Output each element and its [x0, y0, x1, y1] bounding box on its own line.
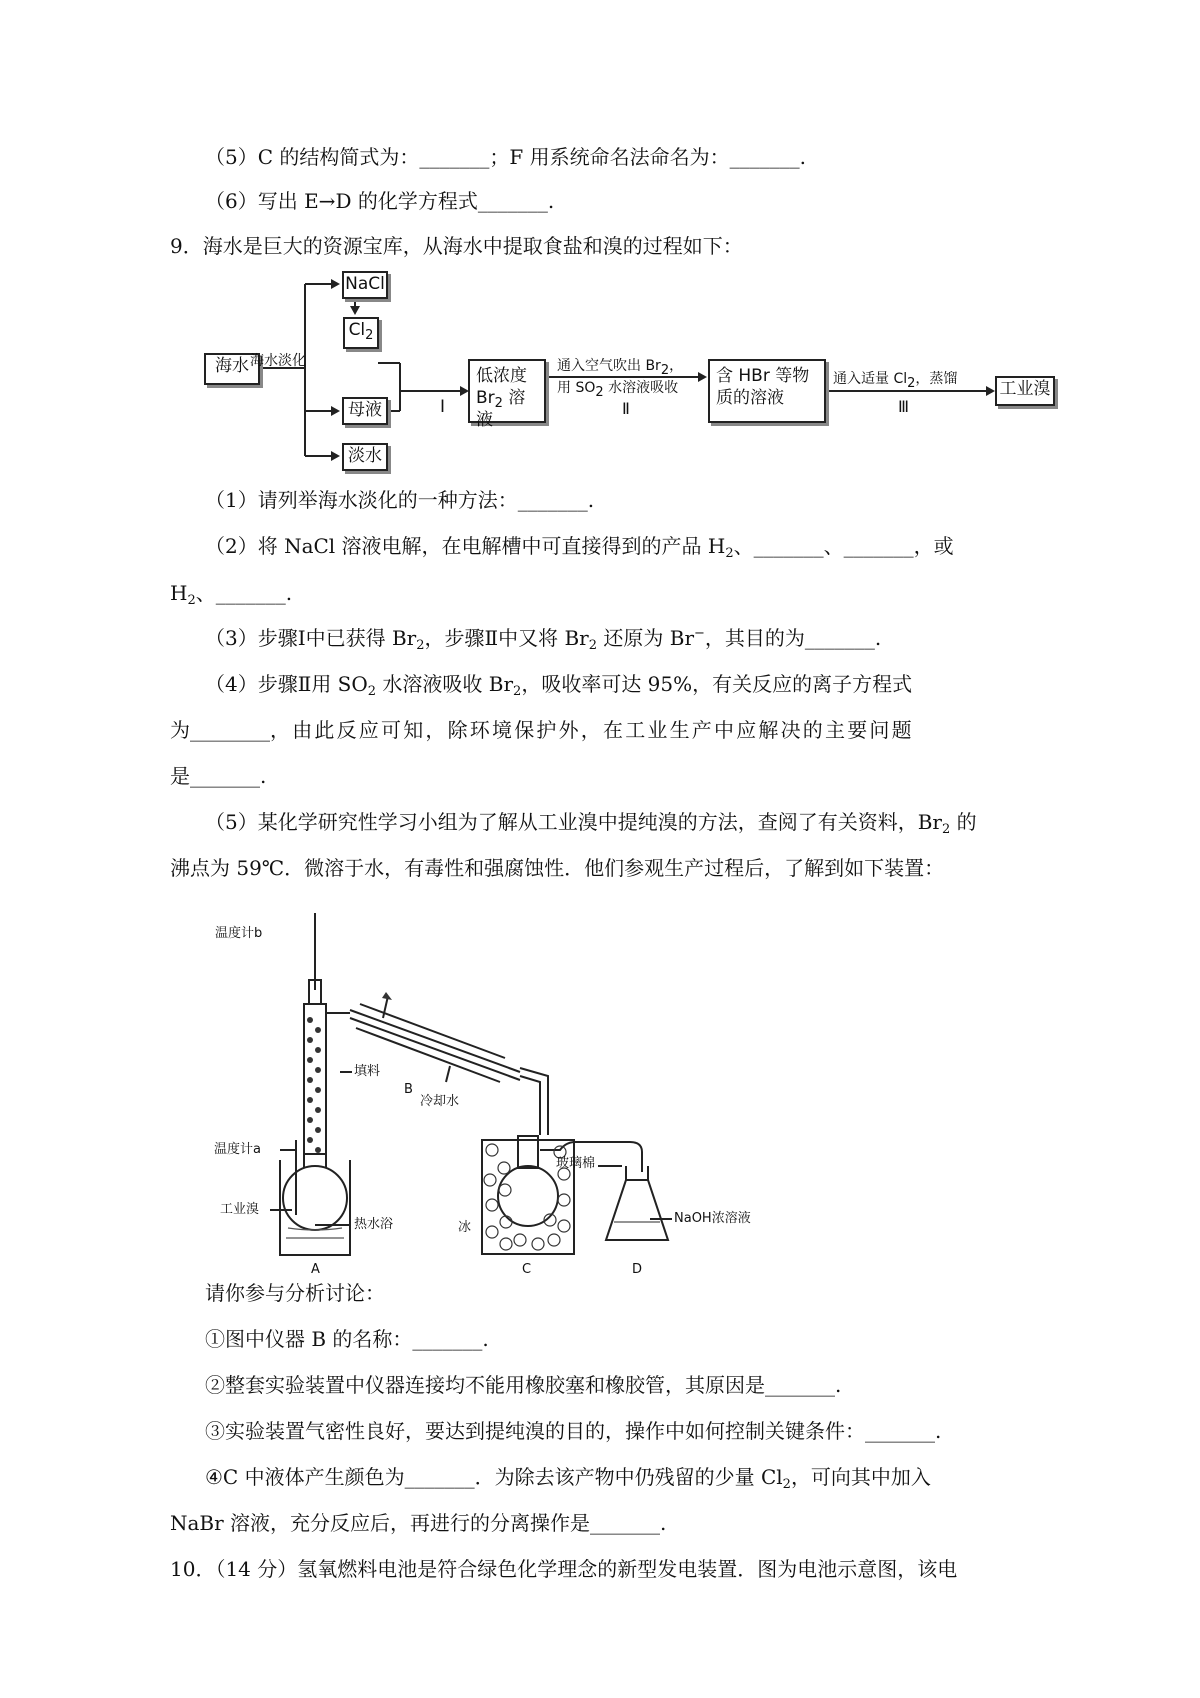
q9-stem: 9．海水是巨大的资源宝库，从海水中提取食盐和溴的过程如下： — [170, 234, 743, 258]
node-label: Cl — [348, 320, 366, 340]
separator: 、 — [195, 581, 216, 605]
q9-sub2-text: H — [170, 581, 188, 605]
q9-sub4-line1: （4）步骤Ⅱ用 $SO_2$ 水溶液吸收 $Br_2$，吸收率可达 95%，有关反应的离子方程式 — [205, 672, 913, 699]
node-label-solution: 溶液 — [476, 388, 526, 430]
node-label: 淡水 — [348, 446, 382, 466]
answer-blank[interactable]: _______ — [404, 1465, 475, 1489]
q9-d3-text: ③实验装置气密性良好，要达到提纯溴的目的，操作中如何控制关键条件： — [205, 1419, 865, 1443]
label-d: D — [632, 1262, 643, 1277]
answer-blank[interactable]: _______ — [765, 1373, 835, 1397]
q10-stem: 10．（14 分）氢氧燃料电池是符合绿色化学理念的新型发电装置．图为电池示意图，该电 — [170, 1557, 958, 1581]
answer-blank[interactable]: _______ — [804, 626, 875, 650]
q9-discuss: 请你参与分析讨论： — [205, 1281, 385, 1305]
period: . — [285, 581, 293, 605]
q9-d4-line2 — [170, 1509, 666, 1537]
period: . — [547, 189, 555, 213]
q8-item5-text: （5）C 的结构简式为： — [205, 145, 420, 169]
q9-d1-text: ①图中仪器 B 的名称： — [205, 1327, 413, 1351]
q9-d4-text: ，可向其中加入 — [790, 1465, 931, 1489]
q9-sub4-text: ，吸收率可达 95%，有关反应的离子方程式 — [521, 672, 913, 696]
flow-label-step3-line1: 通入适量 $Cl_2$，蒸馏 — [833, 371, 958, 391]
flow-label-step2-line1: 通入空气吹出 $Br_2$， — [557, 358, 684, 378]
q9-sub4-text: ，由此反应可知，除环境保护外，在工业生产中应解决的主要问题 — [270, 718, 914, 742]
label-text: 通入适量 Cl — [833, 371, 908, 387]
answer-blank[interactable]: _______ — [477, 189, 548, 213]
q9-sub5-text: 的 — [956, 810, 977, 834]
answer-blank[interactable]: _______ — [412, 1327, 483, 1351]
label-b: B — [404, 1082, 413, 1097]
label-text: 水溶液吸收 — [608, 380, 679, 396]
period: . — [935, 1419, 942, 1443]
label-c: C — [522, 1262, 532, 1277]
answer-blank[interactable]: _______ — [517, 488, 588, 512]
label-a: A — [311, 1262, 320, 1277]
q9-sub2-text: （2）将 NaCl 溶液电解，在电解槽中可直接得到的产品 H — [205, 534, 726, 558]
q9-d2-text: ②整套实验装置中仪器连接均不能用橡胶塞和橡胶管，其原因是 — [205, 1373, 765, 1397]
label-naoh: NaOH浓溶液 — [674, 1211, 751, 1226]
q9-sub3-text: ，其目的为 — [704, 626, 805, 650]
q8-item6-text: （6）写出 E→D 的化学方程式 — [205, 189, 478, 213]
label-packing: 填料 — [354, 1064, 381, 1079]
q9-sub1-text: （1）请列举海水淡化的一种方法： — [205, 488, 518, 512]
node-label: 工业溴 — [999, 379, 1051, 399]
answer-blank[interactable]: _______ — [729, 145, 800, 169]
q8-item5-text-b: ；F 用系统命名法命名为： — [489, 145, 730, 169]
label-text: ，蒸馏 — [915, 371, 958, 387]
label-thermometer-b: 温度计b — [215, 926, 263, 941]
answer-blank[interactable]: _______ — [753, 534, 824, 558]
q9-d3 — [205, 1417, 941, 1445]
answer-blank[interactable]: ________ — [190, 718, 270, 742]
flow-label-step2-line2: 用 $SO_2$ 水溶液吸收 — [557, 380, 679, 400]
line-end: ，或 — [913, 534, 954, 558]
answer-blank[interactable]: _______ — [215, 581, 286, 605]
q9-d4-text: ．为除去该产物中仍残留的少量 Cl — [474, 1465, 783, 1489]
q9-sub5-line1: （5）某化学研究性学习小组为了解从工业溴中提纯溴的方法，查阅了有关资料，$Br_2$ 的 — [205, 810, 977, 837]
period: . — [482, 1327, 489, 1351]
separator: 、 — [733, 534, 754, 558]
node-label-line1: 含 HBr 等物 — [716, 366, 810, 386]
answer-blank[interactable]: _______ — [419, 145, 490, 169]
period: . — [874, 626, 882, 650]
q9-sub4-text: 水溶液吸收 Br — [382, 672, 514, 696]
label-hot-water-bath: 热水浴 — [354, 1217, 394, 1232]
q9-sub5-text: （5）某化学研究性学习小组为了解从工业溴中提纯溴的方法，查阅了有关资料，Br — [205, 810, 942, 834]
label-cooling-water: 冷却水 — [420, 1094, 460, 1109]
label-glass-wool: 玻璃棉 — [556, 1156, 596, 1171]
q9-d2 — [205, 1371, 841, 1399]
step-label-3: Ⅲ — [898, 397, 910, 416]
flask-d — [606, 1180, 668, 1240]
node-label: 海水 — [215, 356, 249, 376]
beaker-a — [280, 1160, 350, 1255]
period: . — [799, 145, 806, 169]
q9-sub2-line2: $H_2$、_______. — [170, 581, 293, 608]
flow-node-low-br2: 低浓度 $Br_2$ 溶液 — [468, 359, 546, 423]
node-label-line2: 质的溶液 — [716, 388, 784, 408]
step-label-2: Ⅱ — [622, 399, 630, 418]
q9-d1 — [205, 1325, 489, 1353]
node-label: NaCl — [345, 274, 385, 294]
label-text: 通入空气吹出 Br — [557, 358, 661, 374]
period: . — [587, 488, 595, 512]
q9-sub3-text: （3）步骤Ⅰ中已获得 Br — [205, 626, 417, 650]
period: . — [260, 764, 267, 788]
node-label-br: Br — [476, 388, 495, 408]
superscript: − — [694, 626, 705, 641]
step-label-1: Ⅰ — [440, 397, 446, 417]
q9-sub4-text: （4）步骤Ⅱ用 SO — [205, 672, 368, 696]
q9-sub3-text: 还原为 Br — [603, 626, 695, 650]
label-text: 用 SO — [557, 380, 596, 396]
period: . — [660, 1511, 667, 1535]
q9-d4-text: NaBr 溶液，充分反应后，再进行的分离操作是 — [170, 1511, 591, 1535]
q9-d4-line1: ④C 中液体产生颜色为_______．为除去该产物中仍残留的少量 $Cl_2$，可向其中加入 — [205, 1465, 931, 1492]
q9-sub5-line2: 沸点为 59℃．微溶于水，有毒性和强腐蚀性．他们参观生产过程后，了解到如下装置： — [170, 856, 945, 880]
label-thermometer-a: 温度计a — [214, 1142, 261, 1157]
answer-blank[interactable]: _______ — [865, 1419, 935, 1443]
separator: 、 — [823, 534, 844, 558]
label-industrial-br: 工业溴 — [220, 1202, 260, 1217]
flow-label-desalination: 海水淡化 — [250, 353, 306, 369]
answer-blank[interactable]: _______ — [843, 534, 914, 558]
flow-node-cl2: $Cl_2$ — [343, 317, 379, 349]
condenser-jacket — [360, 1004, 505, 1058]
q9-sub3: （3）步骤Ⅰ中已获得 $Br_2$，步骤Ⅱ中又将 $Br_2$ 还原为 Br−，其目的为_______. — [205, 626, 882, 653]
q9-d4-text: ④C 中液体产生颜色为 — [205, 1465, 405, 1489]
label-ice: 冰 — [458, 1220, 472, 1235]
answer-blank[interactable]: _______ — [590, 1511, 661, 1535]
condenser-inner — [350, 1010, 520, 1072]
node-label-line1: 低浓度 — [476, 366, 527, 386]
q9-sub4-text: 是 — [170, 764, 190, 788]
period: . — [835, 1373, 842, 1397]
flask-a — [283, 1166, 347, 1230]
q9-sub4-text: 为 — [170, 718, 190, 742]
node-label: 母液 — [348, 400, 382, 420]
q9-sub2-line1: （2）将 NaCl 溶液电解，在电解槽中可直接得到的产品 $H_2$、_______、_______，或 — [205, 534, 954, 561]
answer-blank[interactable]: _______ — [190, 764, 260, 788]
q9-sub3-text: ，步骤Ⅱ中又将 Br — [424, 626, 589, 650]
